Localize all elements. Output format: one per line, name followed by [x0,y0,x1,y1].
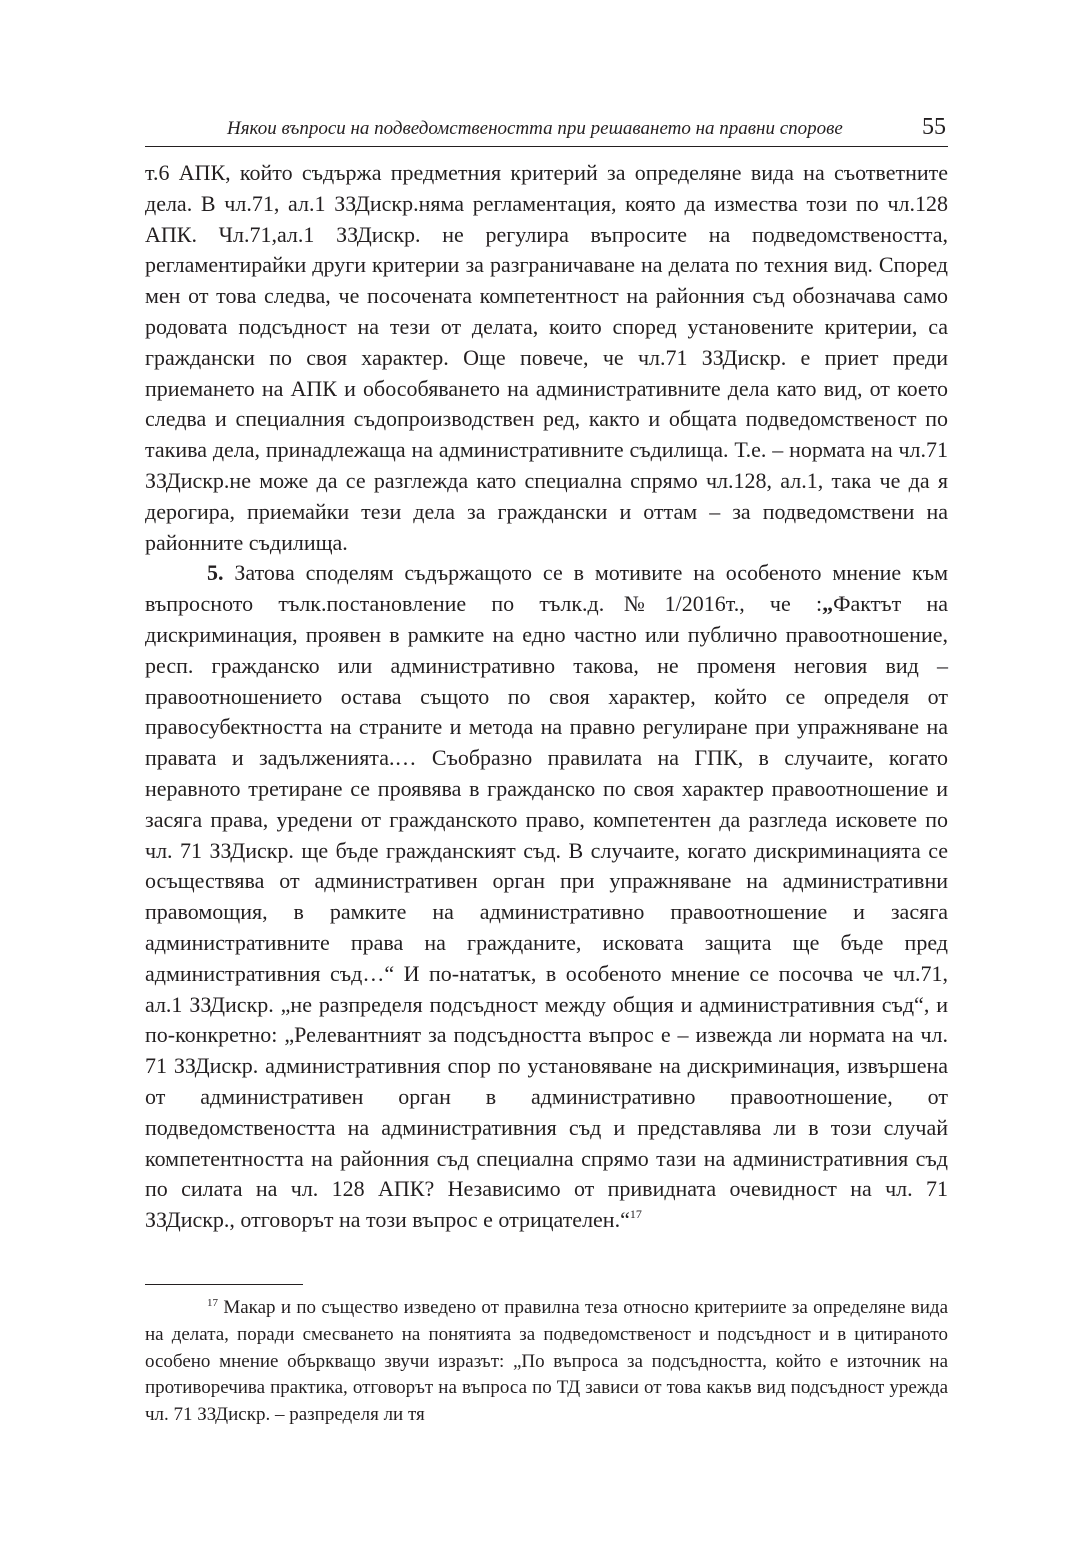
quoted-text: Фактът на дискриминация, проявен в рамките на едно частно или публично правоотношение, респ. гражданско или административно такова, не променя неговия вид – правоотношението остава същото по своя характер, който се определя от правосубектността на страните и метода на правно регулиране при упражняване на правата и задълженията.… Съобразно правилата на ГПК, в случаите, когато неравното третиране се проявява в гражданско по своя характер правоотношение и засяга права, уредени от гражданското право, компетентен да разгледа исковете по чл. 71 ЗЗДискр. ще бъде гражданският съд. В случаите, когато дискриминацията се осъществява от административен орган при упражняване на административни правомощия, в рамките на административно правоотношение и засяга административните права на гражданите, исковата защита ще бъде пред административния съд…“ И по-нататък, в особеното мнение се посочва че чл.71, ал.1 ЗЗДискр. „не разпределя подсъдност между общия и административния съд“, и по-конкретно: „Релевантният за подсъдността въпрос е – извежда ли нормата на чл. 71 ЗЗДискр. административния спор по установяване на дискриминация, извършена от административен орган в административно правоотношение, от подведомствеността на административния съд и представлява ли в този случай компетентността на районния съд специална спрямо тази на административния съд по силата на чл. 128 АПК? Независимо от привидната очевидност на чл. 71 ЗЗДискр., отговорът на този въпрос е отрицателен.“ [145,591,948,1233]
paragraph-5 [145,558,948,1236]
main-text [145,158,948,1236]
footnote-separator [145,1284,303,1285]
page-number: 55 [922,114,946,140]
footnote-number: 17 [207,1297,218,1309]
footnote-reference[interactable]: 17 [629,1207,642,1222]
running-title: Някои въпроси на подведомствеността при решаването на правни спорове [227,118,843,139]
footnote-text: Макар и по същество изведено от правилна теза относно критериите за определяне вида на делата, поради смесването на понятията за подведомственост и подсъдност и в цитираното особено мнение объркващо звучи изразът: „По въпроса за подсъдността, който е източник на противоречива практика, отговорът на въпроса по ТД зависи от това какъв вид подсъдност урежда чл. 71 ЗЗДискр. – разпределя ли тя [145,1297,948,1426]
footnote [145,1295,948,1429]
quote-mark: „ [822,591,834,617]
running-header [145,112,948,147]
paragraph: т.6 АПК, който съдържа предметния критерий за определяне вида на съответните дела. В чл.71, ал.1 ЗЗДискр.няма регламентация, която да измества този по чл.128 АПК. Чл.71,ал.1 ЗЗДискр. не регулира въпросите на подведомствеността, регламентирайки други критерии за разграничаване на делата по техния вид. Според мен от това следва, че посочената компетентност на районния съд обозначава само родовата подсъдност на тези от делата, които според установените критерии, са граждански по своя характер. Още повече, че чл.71 ЗЗДискр. е приет преди приемането на АПК и обособяването на административните дела като вид, от което следва и специалния съдопроизводствен ред, както и общата подведомственост по такива дела, принадлежаща на административните съдилища. Т.е. – нормата на чл.71 ЗЗДискр.не може да се разглежда като специална спрямо чл.128, ал.1, така че да я дерогира, приемайки тези дела за граждански и оттам – за подведомствени на районните съдилища. [145,160,948,555]
paragraph-number: 5. [207,560,224,586]
paragraph-text: Затова споделям съдържащото се в мотивите на особеното мнение към въпросното тълк.постановление по тълк.д.№1/2016т., че : [145,560,948,617]
